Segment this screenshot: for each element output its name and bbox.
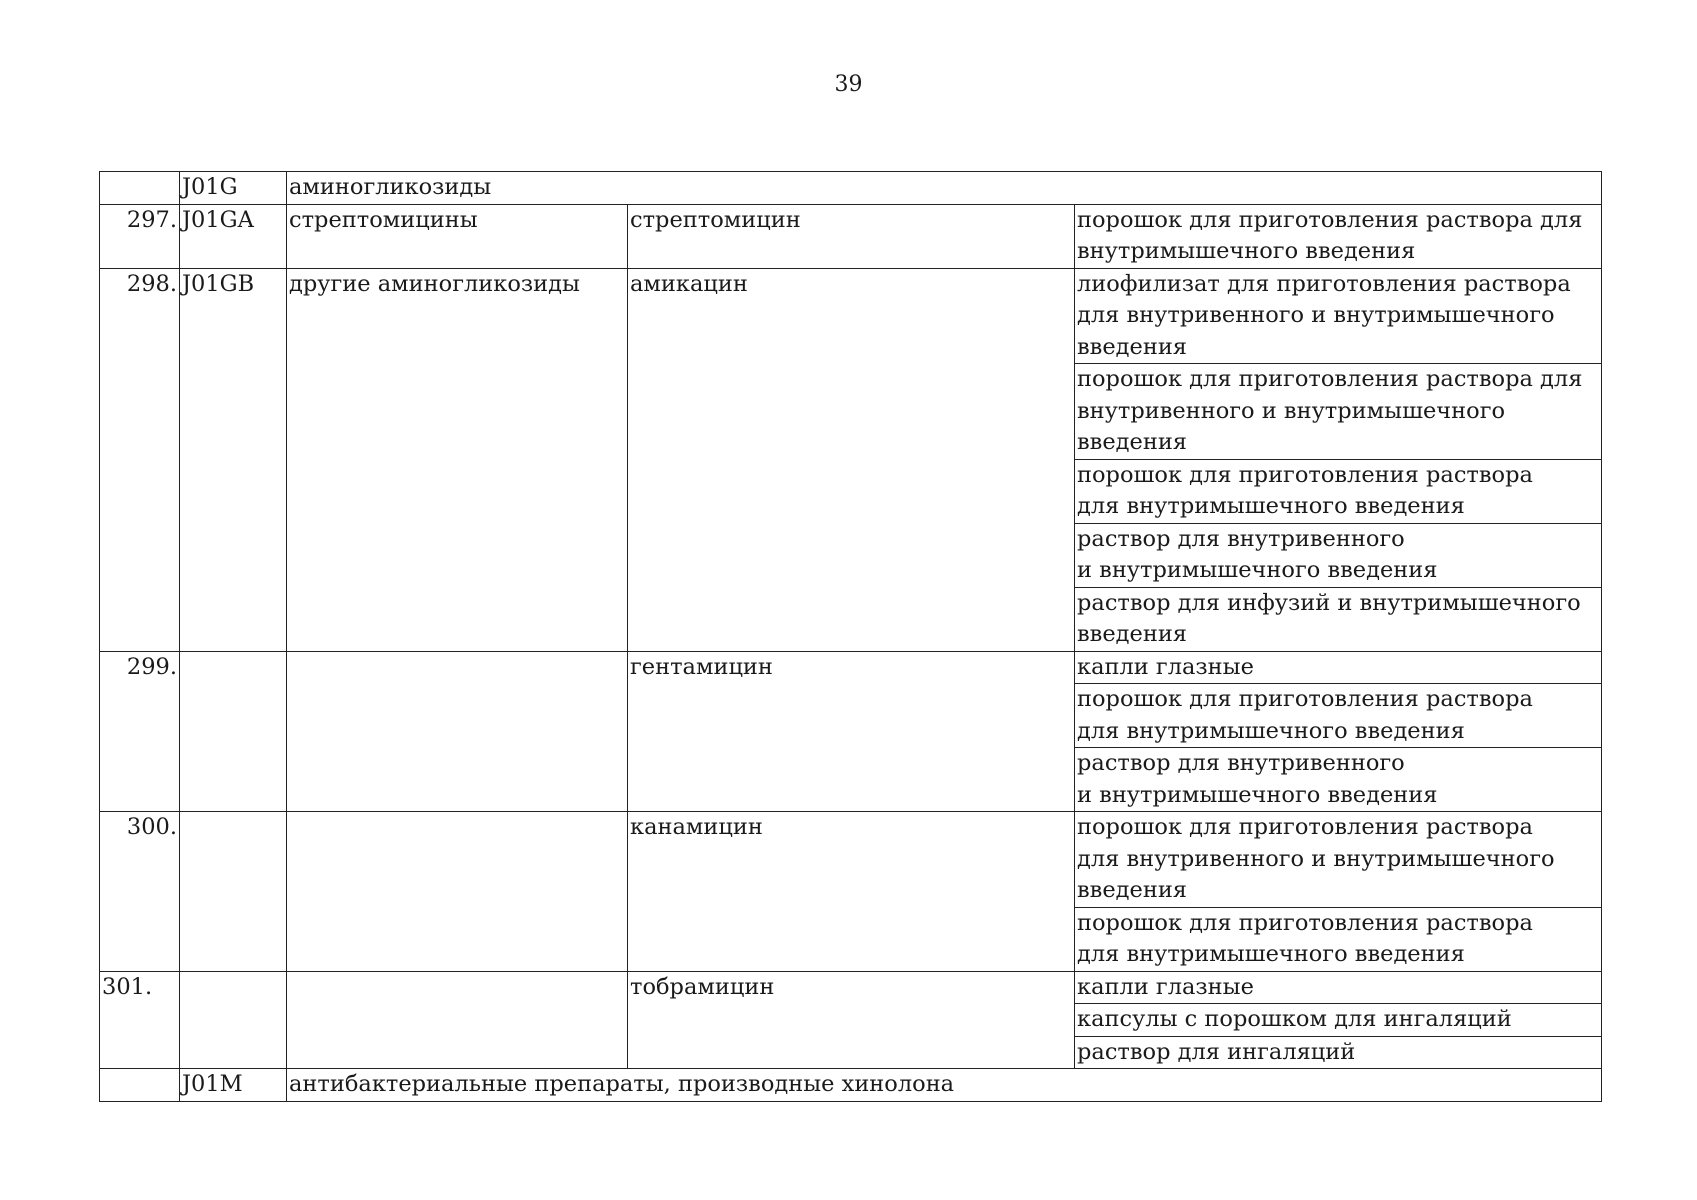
dosage-form-cell: капли глазные [1075, 971, 1602, 1004]
row-number-cell: 299. [100, 651, 180, 812]
table-row-300 [100, 812, 1602, 908]
dosage-form-cell: раствор для инфузий и внутримышечного введения [1075, 587, 1602, 651]
drug-name-cell: канамицин [628, 812, 1075, 972]
dosage-form-cell: порошок для приготовления раствора для внутривенного и внутримышечного введения [1075, 364, 1602, 460]
dosage-form-cell: раствор для внутривенного и внутримышечного введения [1075, 748, 1602, 812]
atc-code-cell: J01M [180, 1069, 287, 1102]
dosage-form-cell: порошок для приготовления раствора для внутримышечного введения [1075, 684, 1602, 748]
group-name-cell [287, 651, 628, 812]
group-name-cell: стрептомицины [287, 204, 628, 268]
table-row-301 [100, 971, 1602, 1004]
row-number-cell: 301. [100, 971, 180, 1069]
drug-name-cell: гентамицин [628, 651, 1075, 812]
drug-table [99, 171, 1602, 1102]
group-name-cell: антибактериальные препараты, производные хинолона [287, 1069, 1602, 1102]
table-row-j01g [100, 172, 1602, 205]
table-row-297 [100, 204, 1602, 268]
row-number-cell: 298. [100, 268, 180, 651]
atc-code-cell: J01G [180, 172, 287, 205]
dosage-form-cell: порошок для приготовления раствора для внутримышечного введения [1075, 907, 1602, 971]
atc-code-cell [180, 971, 287, 1069]
drug-name-cell: амикацин [628, 268, 1075, 651]
page-number: 39 [834, 72, 863, 97]
dosage-form-cell: раствор для внутривенного и внутримышечного введения [1075, 523, 1602, 587]
table-row-298 [100, 268, 1602, 364]
row-number-cell: 297. [100, 204, 180, 268]
dosage-form-cell: капсулы с порошком для ингаляций [1075, 1004, 1602, 1037]
dosage-form-cell: лиофилизат для приготовления раствора для внутривенного и внутримышечного введения [1075, 268, 1602, 364]
row-number-cell: 300. [100, 812, 180, 972]
group-name-cell: аминогликозиды [287, 172, 1602, 205]
group-name-cell [287, 971, 628, 1069]
dosage-form-cell: порошок для приготовления раствора для внутримышечного введения [1075, 459, 1602, 523]
group-name-cell: другие аминогликозиды [287, 268, 628, 651]
atc-code-cell [180, 651, 287, 812]
dosage-form-cell: порошок для приготовления раствора для внутривенного и внутримышечного введения [1075, 812, 1602, 908]
atc-code-cell: J01GA [180, 204, 287, 268]
dosage-form-cell: порошок для приготовления раствора для внутримышечного введения [1075, 204, 1602, 268]
table-row-299 [100, 651, 1602, 684]
dosage-form-cell: раствор для ингаляций [1075, 1036, 1602, 1069]
drug-name-cell: стрептомицин [628, 204, 1075, 268]
group-name-cell [287, 812, 628, 972]
atc-code-cell: J01GB [180, 268, 287, 651]
table-row-j01m [100, 1069, 1602, 1102]
drug-name-cell: тобрамицин [628, 971, 1075, 1069]
row-number-cell [100, 1069, 180, 1102]
dosage-form-cell: капли глазные [1075, 651, 1602, 684]
row-number-cell [100, 172, 180, 205]
atc-code-cell [180, 812, 287, 972]
